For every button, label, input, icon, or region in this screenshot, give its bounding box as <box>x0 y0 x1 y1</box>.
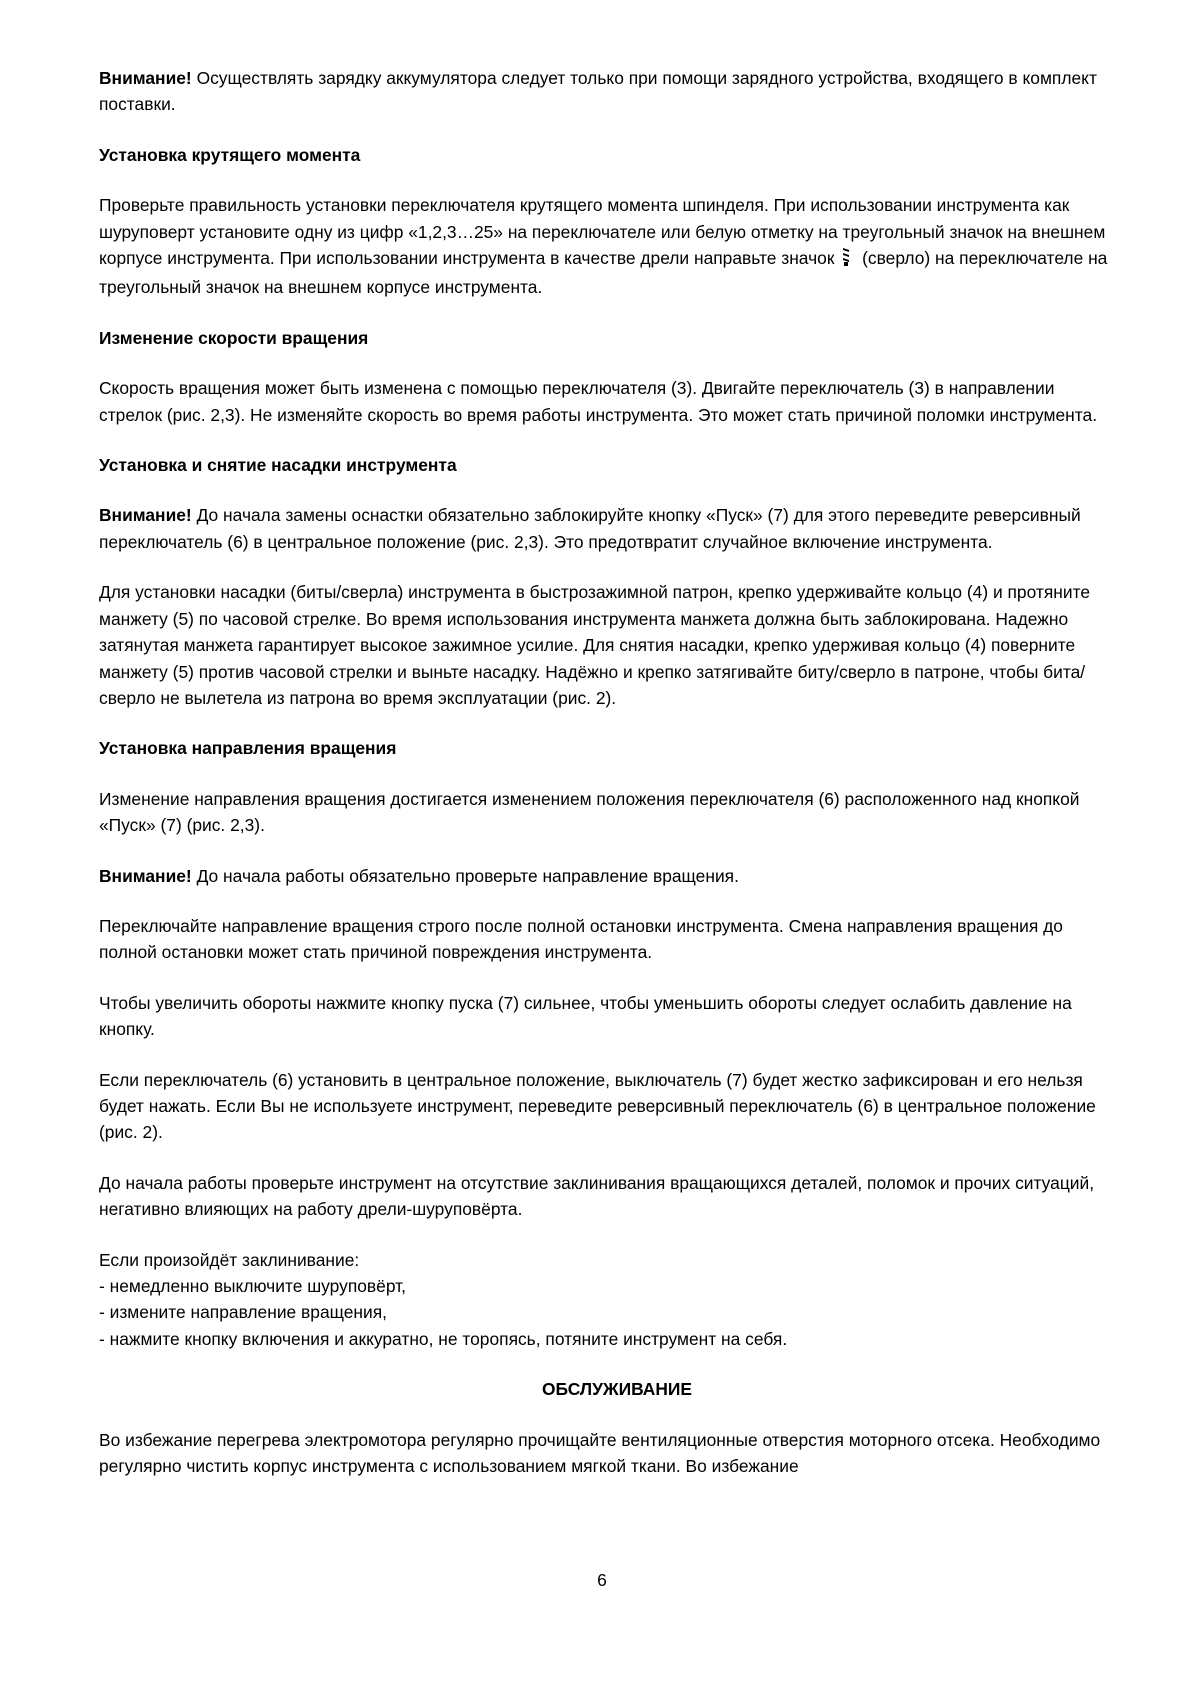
charging-warning-text: Осуществлять зарядку аккумулятора следует только при помощи зарядного устройства, входящего в комплект поставки. <box>99 68 1097 115</box>
maintenance-paragraph: Во избежание перегрева электромотора регулярно прочищайте вентиляционные отверстия моторного отсека. Необходимо регулярно чистить корпус инструмента с использованием мягкой ткани. Во избежание <box>99 1429 1101 1477</box>
direction-paragraph-3: Чтобы увеличить обороты нажмите кнопку пуска (7) сильнее, чтобы уменьшить обороты следует ослабить давление на кнопку. <box>99 992 1072 1040</box>
torque-heading: Установка крутящего момента <box>99 144 361 165</box>
page-number: 6 <box>597 1570 607 1590</box>
torque-paragraph <box>99 192 1119 301</box>
charging-warning-paragraph <box>99 65 1119 118</box>
drill-bit-icon <box>841 247 851 274</box>
list-item: - немедленно выключите шуруповёрт, <box>99 1276 407 1296</box>
attention-label: Внимание! <box>99 68 192 88</box>
bit-install-warning-paragraph <box>99 502 1119 555</box>
torque-text-start: Проверьте правильность установки переключателя крутящего момента шпинделя. При использовании инструмента как шуруповерт установите одну из цифр «1,2,3…25» на переключателе или белую отметку на треугольный значок на внешнем корпусе инструмента. При использовании инструмента в качестве дрели направьте значок <box>99 195 1106 269</box>
direction-paragraph-4: Если переключатель (6) установить в центральное положение, выключатель (7) будет жестко зафиксирован и его нельзя будет нажать. Если Вы не используете инструмент, переведите реверсивный переключатель (6) в центральное положение (рис. 2). <box>99 1069 1096 1143</box>
direction-heading: Установка направления вращения <box>99 738 397 759</box>
list-item: - нажмите кнопку включения и аккуратно, не торопясь, потяните инструмент на себя. <box>99 1328 788 1349</box>
jam-intro: Если произойдёт заклинивание: <box>99 1249 360 1270</box>
maintenance-heading: ОБСЛУЖИВАНИЕ <box>541 1379 693 1400</box>
speed-paragraph: Скорость вращения может быть изменена с помощью переключателя (3). Двигайте переключатель (3) в направлении стрелок (рис. 2,3). Не изменяйте скорость во время работы инструмента. Это может стать причиной поломки инструмента. <box>99 378 1098 425</box>
direction-paragraph-5: До начала работы проверьте инструмент на отсутствие заклинивания вращающихся деталей, поломок и прочих ситуаций, негативно влияющих на работу дрели-шуруповёрта. <box>99 1172 1095 1220</box>
direction-paragraph-2: Переключайте направление вращения строго после полной остановки инструмента. Смена направления вращения до полной остановки может стать причиной повреждения инструмента. <box>99 915 1063 963</box>
bit-install-paragraph: Для установки насадки (биты/сверла) инструмента в быстрозажимной патрон, крепко удерживайте кольцо (4) и протяните манжету (5) по часовой стрелке. Во время использования инструмента манжета должна быть заблокирована. Надежно затянутая манжета гарантирует высокое зажимное усилие. Для снятия насадки, крепко удерживая кольцо (4) поверните манжету (5) против часовой стрелки и выньте насадку. Надёжно и крепко затягивайте биту/сверло в патроне, чтобы бита/сверло не вылетела из патрона во время эксплуатации (рис. 2). <box>99 582 1091 708</box>
attention-label: Внимание! <box>99 865 192 886</box>
document-page <box>99 65 1119 1503</box>
bit-install-heading: Установка и снятие насадки инструмента <box>99 455 457 476</box>
list-item: - измените направление вращения, <box>99 1302 387 1323</box>
direction-warning-text: До начала работы обязательно проверьте направление вращения. <box>196 865 739 886</box>
speed-heading: Изменение скорости вращения <box>99 327 369 348</box>
direction-paragraph-1: Изменение направления вращения достигается изменением положения переключателя (6) расположенного над кнопкой «Пуск» (7) (рис. 2,3). <box>99 788 1080 836</box>
jam-instructions <box>99 1247 1119 1353</box>
torque-text-end: (сверло) на переключателе на треугольный значок на внешнем корпусе инструмента. <box>99 248 1108 298</box>
attention-label: Внимание! <box>99 505 192 526</box>
bit-install-warning-text: До начала замены оснастки обязательно заблокируйте кнопку «Пуск» (7) для этого переведите реверсивный переключатель (6) в центральное положение (рис. 2,3). Это предотвратит случайное включение инструмента. <box>99 505 1081 552</box>
direction-warning-paragraph <box>99 863 1119 889</box>
